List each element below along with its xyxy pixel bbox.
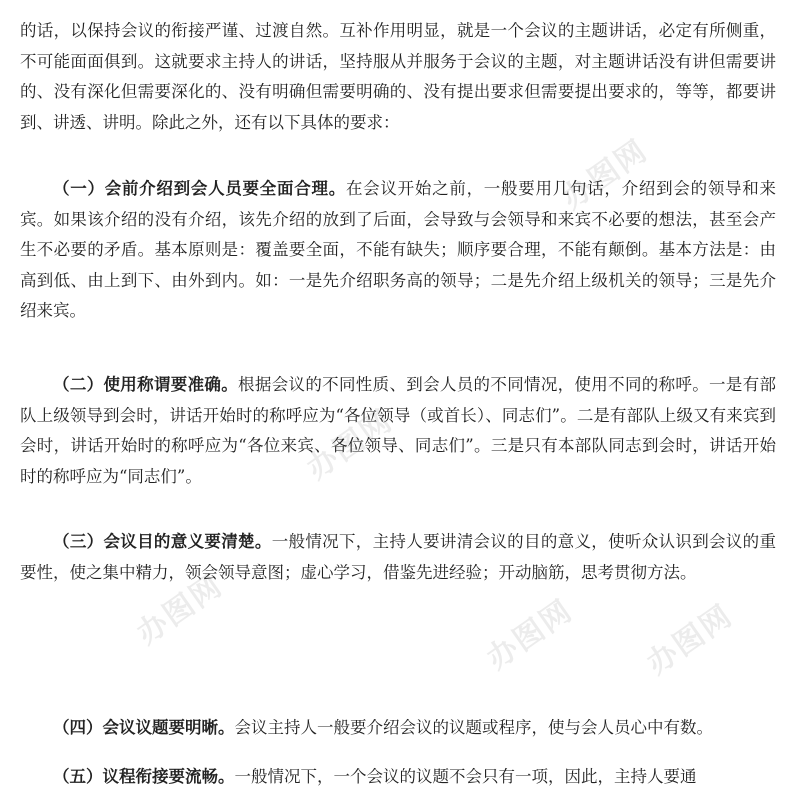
section-heading: （一）会前介绍到会人员要全面合理。 [53, 179, 346, 198]
section-heading: （二）使用称谓要准确。 [53, 375, 239, 394]
section-paragraph-1 [20, 174, 776, 327]
section-body: 根据会议的不同性质、到会人员的不同情况，使用不同的称呼。一是有部队上级领导到会时，讲话开始时的称呼应为“各位领导（或首长）、同志们”。二是有部队上级又有来宾到会时，讲话开始时的称呼应为“各位来宾、各位领导、同志们”。三是只有本部队同志到会时，讲话开始时的称呼应为“同志们”。 [20, 375, 777, 486]
intro-paragraph: 的话，以保持会议的衔接严谨、过渡自然。互补作用明显，就是一个会议的主题讲话，必定有所侧重，不可能面面俱到。这就要求主持人的讲话，坚持服从并服务于会议的主题，对主题讲话没有讲但需要讲的、没有深化但需要深化的、没有明确但需要明确的、没有提出要求但需要提出要求的，等等，都要讲到、讲透、讲明。除此之外，还有以下具体的要求： [20, 21, 776, 132]
section-body: 会议主持人一般要介绍会议的议题或程序，使与会人员心中有数。 [234, 718, 713, 737]
section-paragraph-5 [20, 762, 776, 793]
watermark: 办图网 [640, 598, 740, 682]
watermark: 办图网 [555, 133, 655, 217]
section-body: 一般情况下，一个会议的议题不会只有一项，因此，主持人要通 [234, 767, 697, 786]
section-heading: （四）会议议题要明晰。 [53, 718, 235, 737]
section-heading: （三）会议目的意义要清楚。 [53, 532, 272, 551]
section-body: 在会议开始之前，一般要用几句话，介绍到会的领导和来宾。如果该介绍的没有介绍，该先介绍的放到了后面，会导致与会领导和来宾不必要的想法，甚至会产生不必要的矛盾。基本原则是：覆盖要全面，不能有缺失；顺序要合理，不能有颠倒。基本方法是：由高到低、由上到下、由外到内。如：一是先介绍职务高的领导；二是先介绍上级机关的领导；三是先介绍来宾。 [20, 179, 777, 320]
section-body: 一般情况下，主持人要讲清会议的目的意义，使听众认识到会议的重要性，使之集中精力，领会领导意图；虚心学习，借鉴先进经验；开动脑筋，思考贯彻方法。 [20, 532, 777, 582]
watermark: 办图网 [300, 403, 400, 487]
watermark: 办图网 [480, 593, 580, 677]
section-heading: （五）议程衔接要流畅。 [53, 767, 235, 786]
section-paragraph-2 [20, 370, 776, 492]
section-paragraph-4 [20, 713, 776, 744]
section-paragraph-3 [20, 527, 776, 588]
watermark: 办图网 [130, 568, 230, 652]
